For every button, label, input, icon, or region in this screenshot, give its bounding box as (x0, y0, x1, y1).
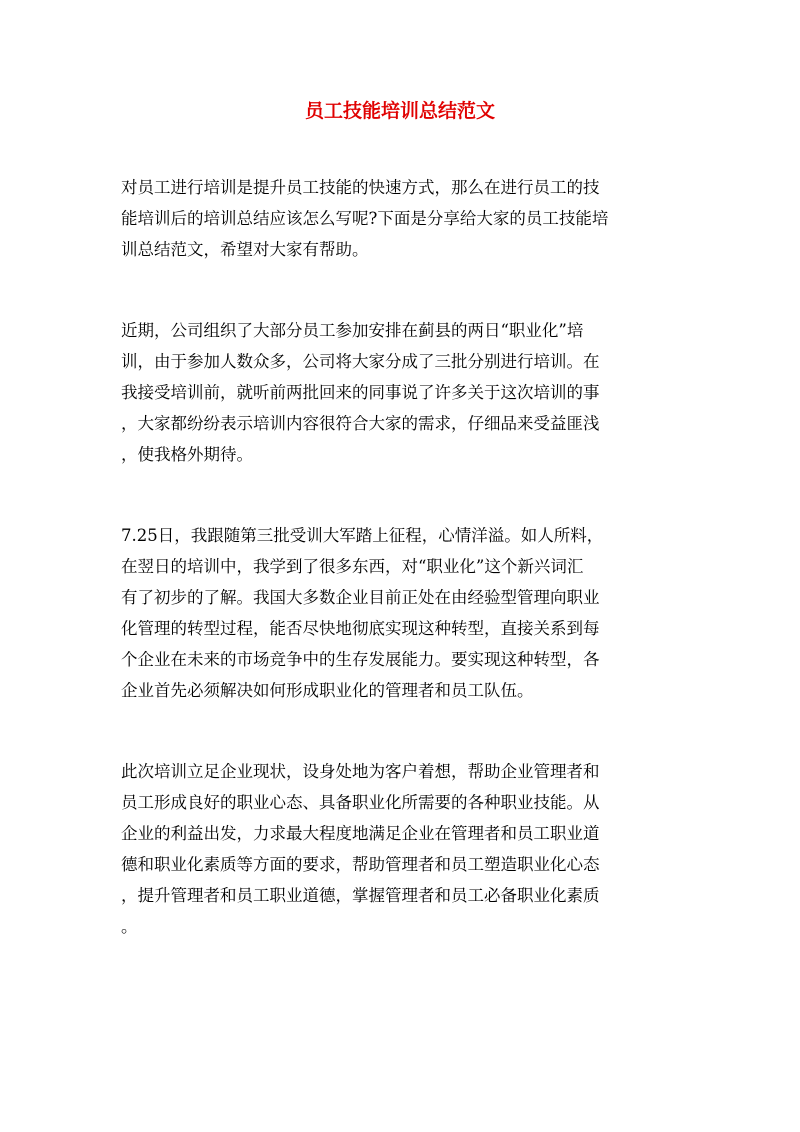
paragraph-training-goals (121, 756, 669, 942)
paragraph-line: 化管理的转型过程，能否尽快地彻底实现这种转型，直接关系到每 (121, 619, 600, 638)
document-title: 员工技能培训总结范文 (304, 100, 495, 122)
paragraph-training-experience (121, 520, 669, 706)
paragraph-line: 能培训后的培训总结应该怎么写呢?下面是分享给大家的员工技能培 (121, 209, 609, 228)
paragraph-line: 。 (121, 917, 138, 936)
paragraph-line: 训总结范文，希望对大家有帮助。 (121, 240, 369, 259)
paragraph-intro (121, 172, 669, 265)
paragraph-line: 企业的利益出发，力求最大程度地满足企业在管理者和员工职业道 (121, 824, 600, 843)
paragraph-line: 在翌日的培训中，我学到了很多东西，对“职业化”这个新兴词汇 (121, 557, 584, 576)
paragraph-line: ，使我格外期待。 (121, 445, 253, 464)
paragraph-line: 7.25日，我跟随第三批受训大军踏上征程，心情洋溢。如人所料， (121, 526, 604, 545)
paragraph-training-background (121, 315, 669, 470)
paragraph-line: 我接受培训前，就听前两批回来的同事说了许多关于这次培训的事 (121, 383, 600, 402)
paragraph-line: 对员工进行培训是提升员工技能的快速方式，那么在进行员工的技 (121, 178, 600, 197)
paragraph-line: 企业首先必须解决如何形成职业化的管理者和员工队伍。 (121, 681, 534, 700)
paragraph-line: 员工形成良好的职业心态、具备职业化所需要的各种职业技能。从 (121, 793, 600, 812)
paragraph-line: 有了初步的了解。我国大多数企业目前正处在由经验型管理向职业 (121, 588, 600, 607)
paragraph-line: ，大家都纷纷表示培训内容很符合大家的需求，仔细品来受益匪浅 (121, 414, 600, 433)
document-body (121, 172, 669, 992)
paragraph-line: 训，由于参加人数众多，公司将大家分成了三批分别进行培训。在 (121, 352, 600, 371)
paragraph-line: ，提升管理者和员工职业道德，掌握管理者和员工必备职业化素质 (121, 886, 600, 905)
paragraph-line: 德和职业化素质等方面的要求，帮助管理者和员工塑造职业化心态 (121, 855, 600, 874)
paragraph-line: 此次培训立足企业现状，设身处地为客户着想，帮助企业管理者和 (121, 762, 600, 781)
paragraph-line: 近期，公司组织了大部分员工参加安排在蓟县的两日“职业化”培 (121, 321, 584, 340)
paragraph-line: 个企业在未来的市场竞争中的生存发展能力。要实现这种转型，各 (121, 650, 600, 669)
